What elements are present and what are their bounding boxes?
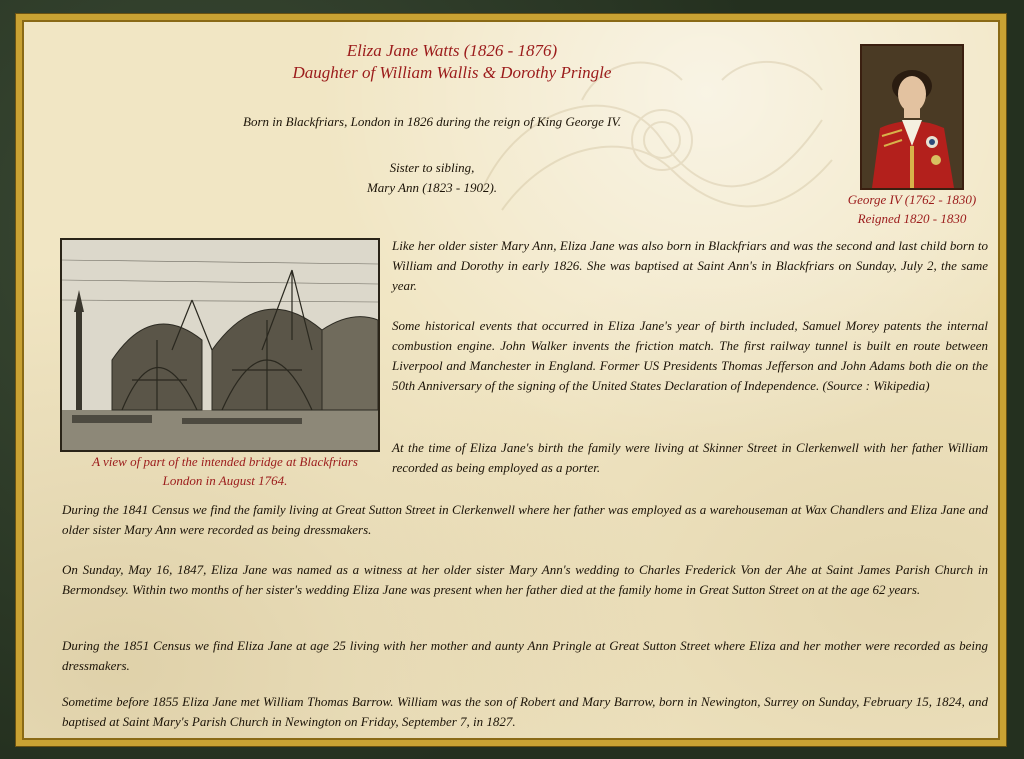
engraving-caption bbox=[60, 452, 390, 490]
paragraph-birth: Like her older sister Mary Ann, Eliza Jane was also born in Blackfriars and was the second and last child born to William and Dorothy in early 1826. She was baptised at Saint Ann's in Blackfriars on Sunday, July 2, the same year. bbox=[392, 238, 988, 293]
sibling-label: Sister to sibling, bbox=[389, 160, 475, 175]
paragraph-william-barrow: Sometime before 1855 Eliza Jane met William Thomas Barrow. William was the son of Robert and Mary Barrow, born in Newington, Surrey on Sunday, February 15, 1824, and baptised at Saint Mary's Parish Church in Newington on Friday, September 7, in 1827. bbox=[62, 694, 988, 729]
paragraph-family-residence: At the time of Eliza Jane's birth the family were living at Skinner Street in Clerkenwell with her father William recorded as being employed as a porter. bbox=[392, 440, 988, 475]
paragraph-1847-wedding: On Sunday, May 16, 1847, Eliza Jane was named as a witness at her older sister Mary Ann's wedding to Charles Frederick Von der Ahe at Saint James Parish Church in Bermondsey. Within two months of her sister's wedding Eliza Jane was present when her father died at the family home in Great Sutton Street on at the age 62 years. bbox=[62, 562, 988, 597]
paragraph-historical-events: Some historical events that occurred in Eliza Jane's year of birth included, Samuel Morey patents the internal combustion engine. John Walker invents the friction match. The first railway tunnel is built en route between Liverpool and Manchester in England. Former US Presidents Thomas Jefferson and John Adams both die on the 50th Anniversary of the signing of the United States Declaration of Independence. (Source : Wikipedia) bbox=[392, 318, 988, 393]
engraving-caption-line1: A view of part of the intended bridge at Blackfriars bbox=[92, 454, 358, 469]
portrait-caption-line2: Reigned 1820 - 1830 bbox=[857, 211, 967, 226]
parchment-frame bbox=[16, 14, 1006, 746]
king-george-portrait bbox=[860, 44, 964, 190]
sibling-info bbox=[302, 158, 562, 198]
blackfriars-bridge-engraving bbox=[60, 238, 380, 452]
portrait-caption bbox=[822, 190, 1002, 228]
page-title bbox=[202, 40, 702, 84]
birth-statement: Born in Blackfriars, London in 1826 during the reign of King George IV. bbox=[243, 114, 621, 129]
sibling-name: Mary Ann (1823 - 1902). bbox=[366, 180, 498, 195]
paragraph-1851-census: During the 1851 Census we find Eliza Jane at age 25 living with her mother and aunty Ann Pringle at Great Sutton Street where Eliza and her mother were recorded as being dressmakers. bbox=[62, 638, 988, 673]
engraving-caption-line2: London in August 1764. bbox=[162, 473, 288, 488]
paragraph-1841-census: During the 1841 Census we find the family living at Great Sutton Street in Clerkenwell where her father was employed as a warehouseman at Wax Chandlers and Eliza Jane and older sister Mary Ann were recorded as being dressmakers. bbox=[62, 502, 988, 537]
title-parents: Daughter of William Wallis & Dorothy Pringle bbox=[292, 63, 612, 82]
portrait-caption-line1: George IV (1762 - 1830) bbox=[847, 192, 977, 207]
title-name: Eliza Jane Watts (1826 - 1876) bbox=[346, 41, 558, 60]
